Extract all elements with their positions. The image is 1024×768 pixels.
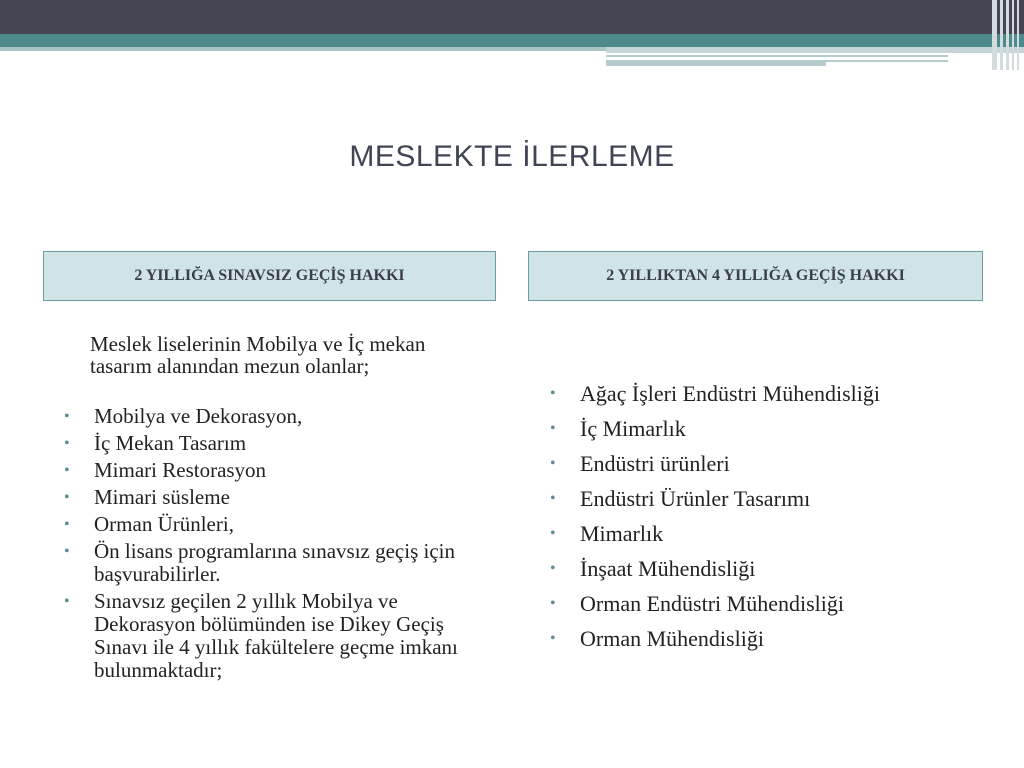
list-item-text: Ön lisans programlarına sınavsız geçiş için başvurabilirler. [94, 539, 455, 586]
bullet-icon: • [64, 516, 70, 533]
list-item [62, 459, 492, 482]
list-item [548, 555, 988, 582]
decor-bar [1017, 0, 1019, 70]
bullet-icon: • [550, 560, 556, 577]
bullet-icon: • [64, 435, 70, 452]
list-item-text: Mimari Restorasyon [94, 458, 267, 482]
header-band-teal [0, 34, 1024, 47]
bullet-icon: • [550, 595, 556, 612]
list-item-text: Endüstri ürünleri [580, 451, 730, 476]
list-item [62, 540, 492, 586]
list-item-text: İç Mekan Tasarım [94, 431, 247, 455]
list-item [548, 485, 988, 512]
left-column-header: 2 YILLIĞA SINAVSIZ GEÇİŞ HAKKI [43, 251, 496, 301]
header-line [606, 55, 948, 57]
bullet-icon: • [550, 525, 556, 542]
list-item-text: Mimarlık [580, 521, 664, 546]
right-bullet-list [548, 380, 988, 660]
bullet-icon: • [64, 408, 70, 425]
list-item-text: Mimari süsleme [94, 485, 230, 509]
list-item-text: Endüstri Ürünler Tasarımı [580, 486, 811, 511]
bullet-icon: • [64, 593, 70, 610]
bullet-icon: • [550, 630, 556, 647]
bullet-icon: • [550, 385, 556, 402]
list-item [62, 486, 492, 509]
header-line [826, 60, 948, 62]
list-item [62, 590, 492, 682]
list-item [548, 520, 988, 547]
list-item-text: Ağaç İşleri Endüstri Mühendisliği [580, 381, 881, 406]
header-line [606, 60, 826, 66]
decor-bar [1012, 0, 1014, 70]
list-item-text: Orman Mühendisliği [580, 626, 764, 651]
list-item-text: Sınavsız geçilen 2 yıllık Mobilya ve Dekorasyon bölümünden ise Dikey Geçiş Sınavı ile 4 yıllık fakültelere geçme imkanı bulunmaktadır; [94, 589, 458, 682]
bullet-icon: • [64, 543, 70, 560]
bullet-icon: • [64, 489, 70, 506]
decor-bar [992, 0, 997, 70]
list-item-text: Mobilya ve Dekorasyon, [94, 404, 303, 428]
left-intro-text: Meslek liselerinin Mobilya ve İç mekan tasarım alanından mezun olanlar; [90, 332, 426, 378]
header-stripe [606, 47, 1024, 53]
list-item [62, 432, 492, 455]
decor-bar [1006, 0, 1009, 70]
bullet-icon: • [550, 420, 556, 437]
list-item [548, 415, 988, 442]
list-item [62, 405, 492, 428]
list-item-text: İnşaat Mühendisliği [580, 556, 756, 581]
list-item [548, 380, 988, 407]
list-item-text: İç Mimarlık [580, 416, 686, 441]
header-stripe [0, 47, 606, 51]
bullet-icon: • [64, 462, 70, 479]
list-item [548, 625, 988, 652]
header-band-dark [0, 0, 1024, 34]
list-item-text: Orman Endüstri Mühendisliği [580, 591, 844, 616]
list-item [548, 590, 988, 617]
left-bullet-list [62, 405, 492, 686]
bullet-icon: • [550, 455, 556, 472]
bullet-icon: • [550, 490, 556, 507]
right-column-header: 2 YILLIKTAN 4 YILLIĞA GEÇİŞ HAKKI [528, 251, 983, 301]
slide-title: MESLEKTE İLERLEME [349, 140, 675, 173]
list-item [548, 450, 988, 477]
decor-bar [1000, 0, 1003, 70]
list-item [62, 513, 492, 536]
list-item-text: Orman Ürünleri, [94, 512, 234, 536]
